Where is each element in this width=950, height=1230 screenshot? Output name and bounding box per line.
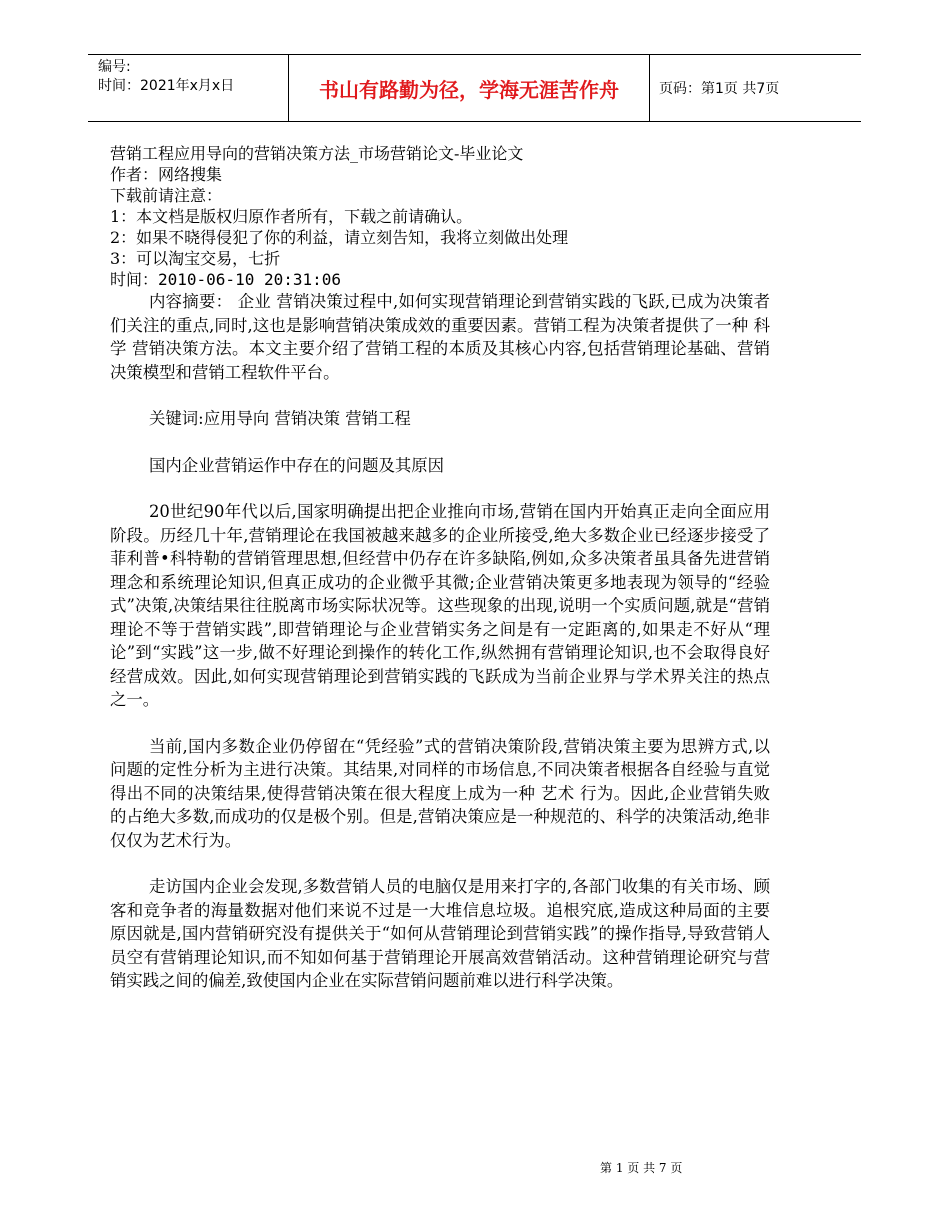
body-paragraph: 当前,国内多数企业仍停留在“凭经验”式的营销决策阶段,营销决策主要为思辨方式,以问题的定性分析为主进行决策。其结果,对同样的市场信息,不同决策者根据各自经验与直觉得出不同的决策结果,使得营销决策在很大程度上成为一种 艺术 行为。因此,企业营销失败的占绝大多数,而成功的仅是极个别。但是,营销决策应是一种规范的、科学的决策活动,绝非仅仅为艺术行为。: [110, 736, 770, 850]
notice-item: 3：可以淘宝交易，七折: [110, 249, 281, 268]
article-time: 时间：2010-06-10 20:31:06: [110, 270, 342, 289]
header-motto: 书山有路勤为径，学海无涯苦作舟: [288, 55, 650, 121]
abstract-paragraph: 内容摘要： 企业 营销决策过程中,如何实现营销理论到营销实践的飞跃,已成为决策者们关注的重点,同时,这也是影响营销决策成效的重要因素。营销工程为决策者提供了一种 科学 营销决策方法。本文主要介绍了营销工程的本质及其核心内容,包括营销理论基础、营销决策模型和营销工程软件平台。: [110, 292, 770, 382]
header-meta: [98, 58, 288, 96]
body-paragraph: 20世纪90年代以后,国家明确提出把企业推向市场,营销在国内开始真正走向全面应用阶段。历经几十年,营销理论在我国被越来越多的企业所接受,绝大多数企业已经逐步接受了菲利普•科特勒的营销管理思想,但经营中仍存在许多缺陷,例如,众多决策者虽具备先进营销理念和系统理论知识,但真正成功的企业微乎其微;企业营销决策更多地表现为领导的“经验式”决策,决策结果往往脱离市场实际状况等。这些现象的出现,说明一个实质问题,就是“营销理论不等于营销实践”,即营销理论与企业营销实务之间是有一定距离的,如果走不好从“理论”到“实践”这一步,做不好理论到操作的转化工作,纵然拥有营销理论知识,也不会取得良好经营成效。因此,如何实现营销理论到营销实践的飞跃成为当前企业界与学术界关注的热点之一。: [110, 502, 770, 709]
body-paragraph: 走访国内企业会发现,多数营销人员的电脑仅是用来打字的,各部门收集的有关市场、顾客和竞争者的海量数据对他们来说不过是一大堆信息垃圾。追根究底,造成这种局面的主要原因就是,国内营销研究没有提供关于“如何从营销理论到营销实践”的操作指导,导致营销人员空有营销理论知识,而不知如何基于营销理论开展高效营销活动。这种营销理论研究与营销实践之间的偏差,致使国内企业在实际营销问题前难以进行科学决策。: [110, 877, 770, 990]
notice-item: 1：本文档是版权归原作者所有，下载之前请确认。: [110, 207, 473, 226]
header-number-label: 编号:: [98, 59, 131, 75]
document-body: [110, 143, 770, 993]
article-author: 作者：网络搜集: [110, 165, 223, 184]
article-title: 营销工程应用导向的营销决策方法_市场营销论文-毕业论文: [110, 144, 524, 163]
keywords-line: 关键词:应用导向 营销决策 营销工程: [149, 409, 411, 428]
page-footer: 第 1 页 共 7 页: [600, 1161, 683, 1175]
notice-item: 2：如果不晓得侵犯了你的利益，请立刻告知，我将立刻做出处理: [110, 228, 569, 247]
page-header: [88, 54, 861, 122]
section-title: 国内企业营销运作中存在的问题及其原因: [149, 455, 445, 475]
notice-heading: 下载前请注意：: [110, 186, 223, 205]
header-time: 时间：2021年x月x日: [98, 78, 235, 94]
header-page-info: 页码：第1页 共7页: [659, 81, 780, 97]
